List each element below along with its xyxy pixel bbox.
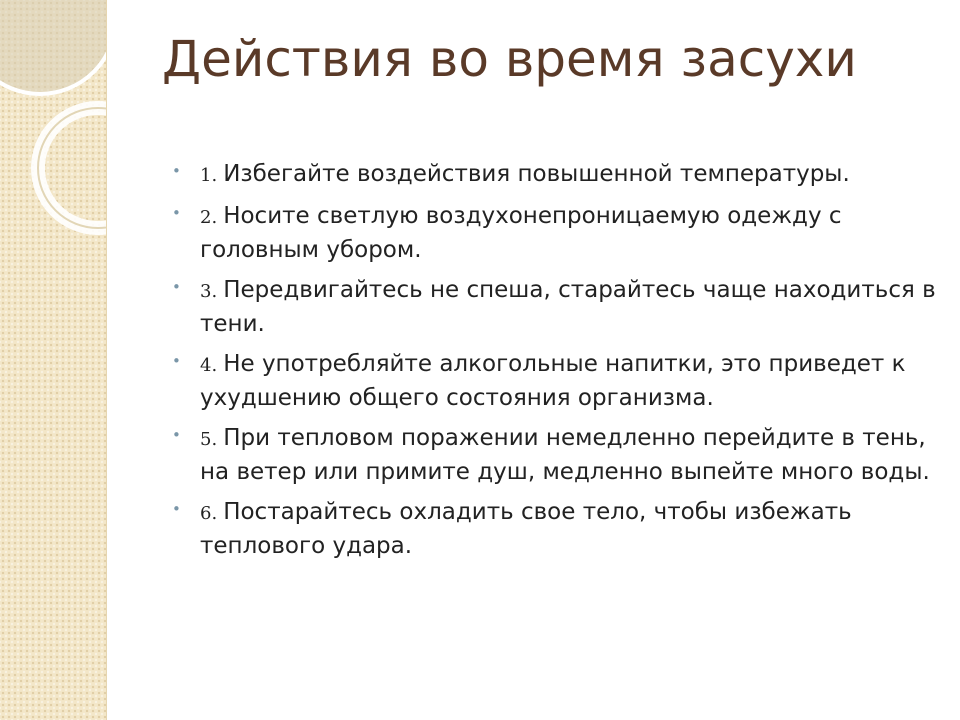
decorative-circles-icon [0, 0, 106, 720]
bullet-icon: • [172, 352, 181, 370]
bullet-icon: • [172, 500, 181, 518]
item-number: 2. [200, 207, 218, 228]
list-item [172, 200, 942, 266]
item-number: 1. [200, 165, 218, 186]
item-number: 4. [200, 355, 218, 376]
list-item [172, 348, 942, 414]
list-item [172, 422, 942, 488]
item-text: Не употребляйте алкогольные напитки, это приведет к ухудшению общего состояния организма. [200, 351, 906, 411]
bullet-icon: • [172, 162, 181, 180]
list-item [172, 274, 942, 340]
bullet-icon: • [172, 426, 181, 444]
item-text: Передвигайтесь не спеша, старайтесь чаще находиться в тени. [200, 277, 936, 337]
bullet-icon: • [172, 204, 181, 222]
list-item [172, 158, 942, 192]
slide-title: Действия во время засухи [162, 30, 857, 88]
item-text: Избегайте воздействия повышенной температуры. [223, 161, 850, 187]
item-text: При тепловом поражении немедленно перейдите в тень, на ветер или примите душ, медленно выпейте много воды. [200, 425, 930, 485]
bullet-icon: • [172, 278, 181, 296]
item-number: 6. [200, 503, 218, 524]
action-list [172, 158, 942, 570]
list-item [172, 496, 942, 562]
item-text: Постарайтесь охладить свое тело, чтобы избежать теплового удара. [200, 499, 852, 559]
decorative-side-strip [0, 0, 107, 720]
item-text: Носите светлую воздухонепроницаемую одежду с головным убором. [200, 203, 842, 263]
item-number: 5. [200, 429, 218, 450]
item-number: 3. [200, 281, 218, 302]
